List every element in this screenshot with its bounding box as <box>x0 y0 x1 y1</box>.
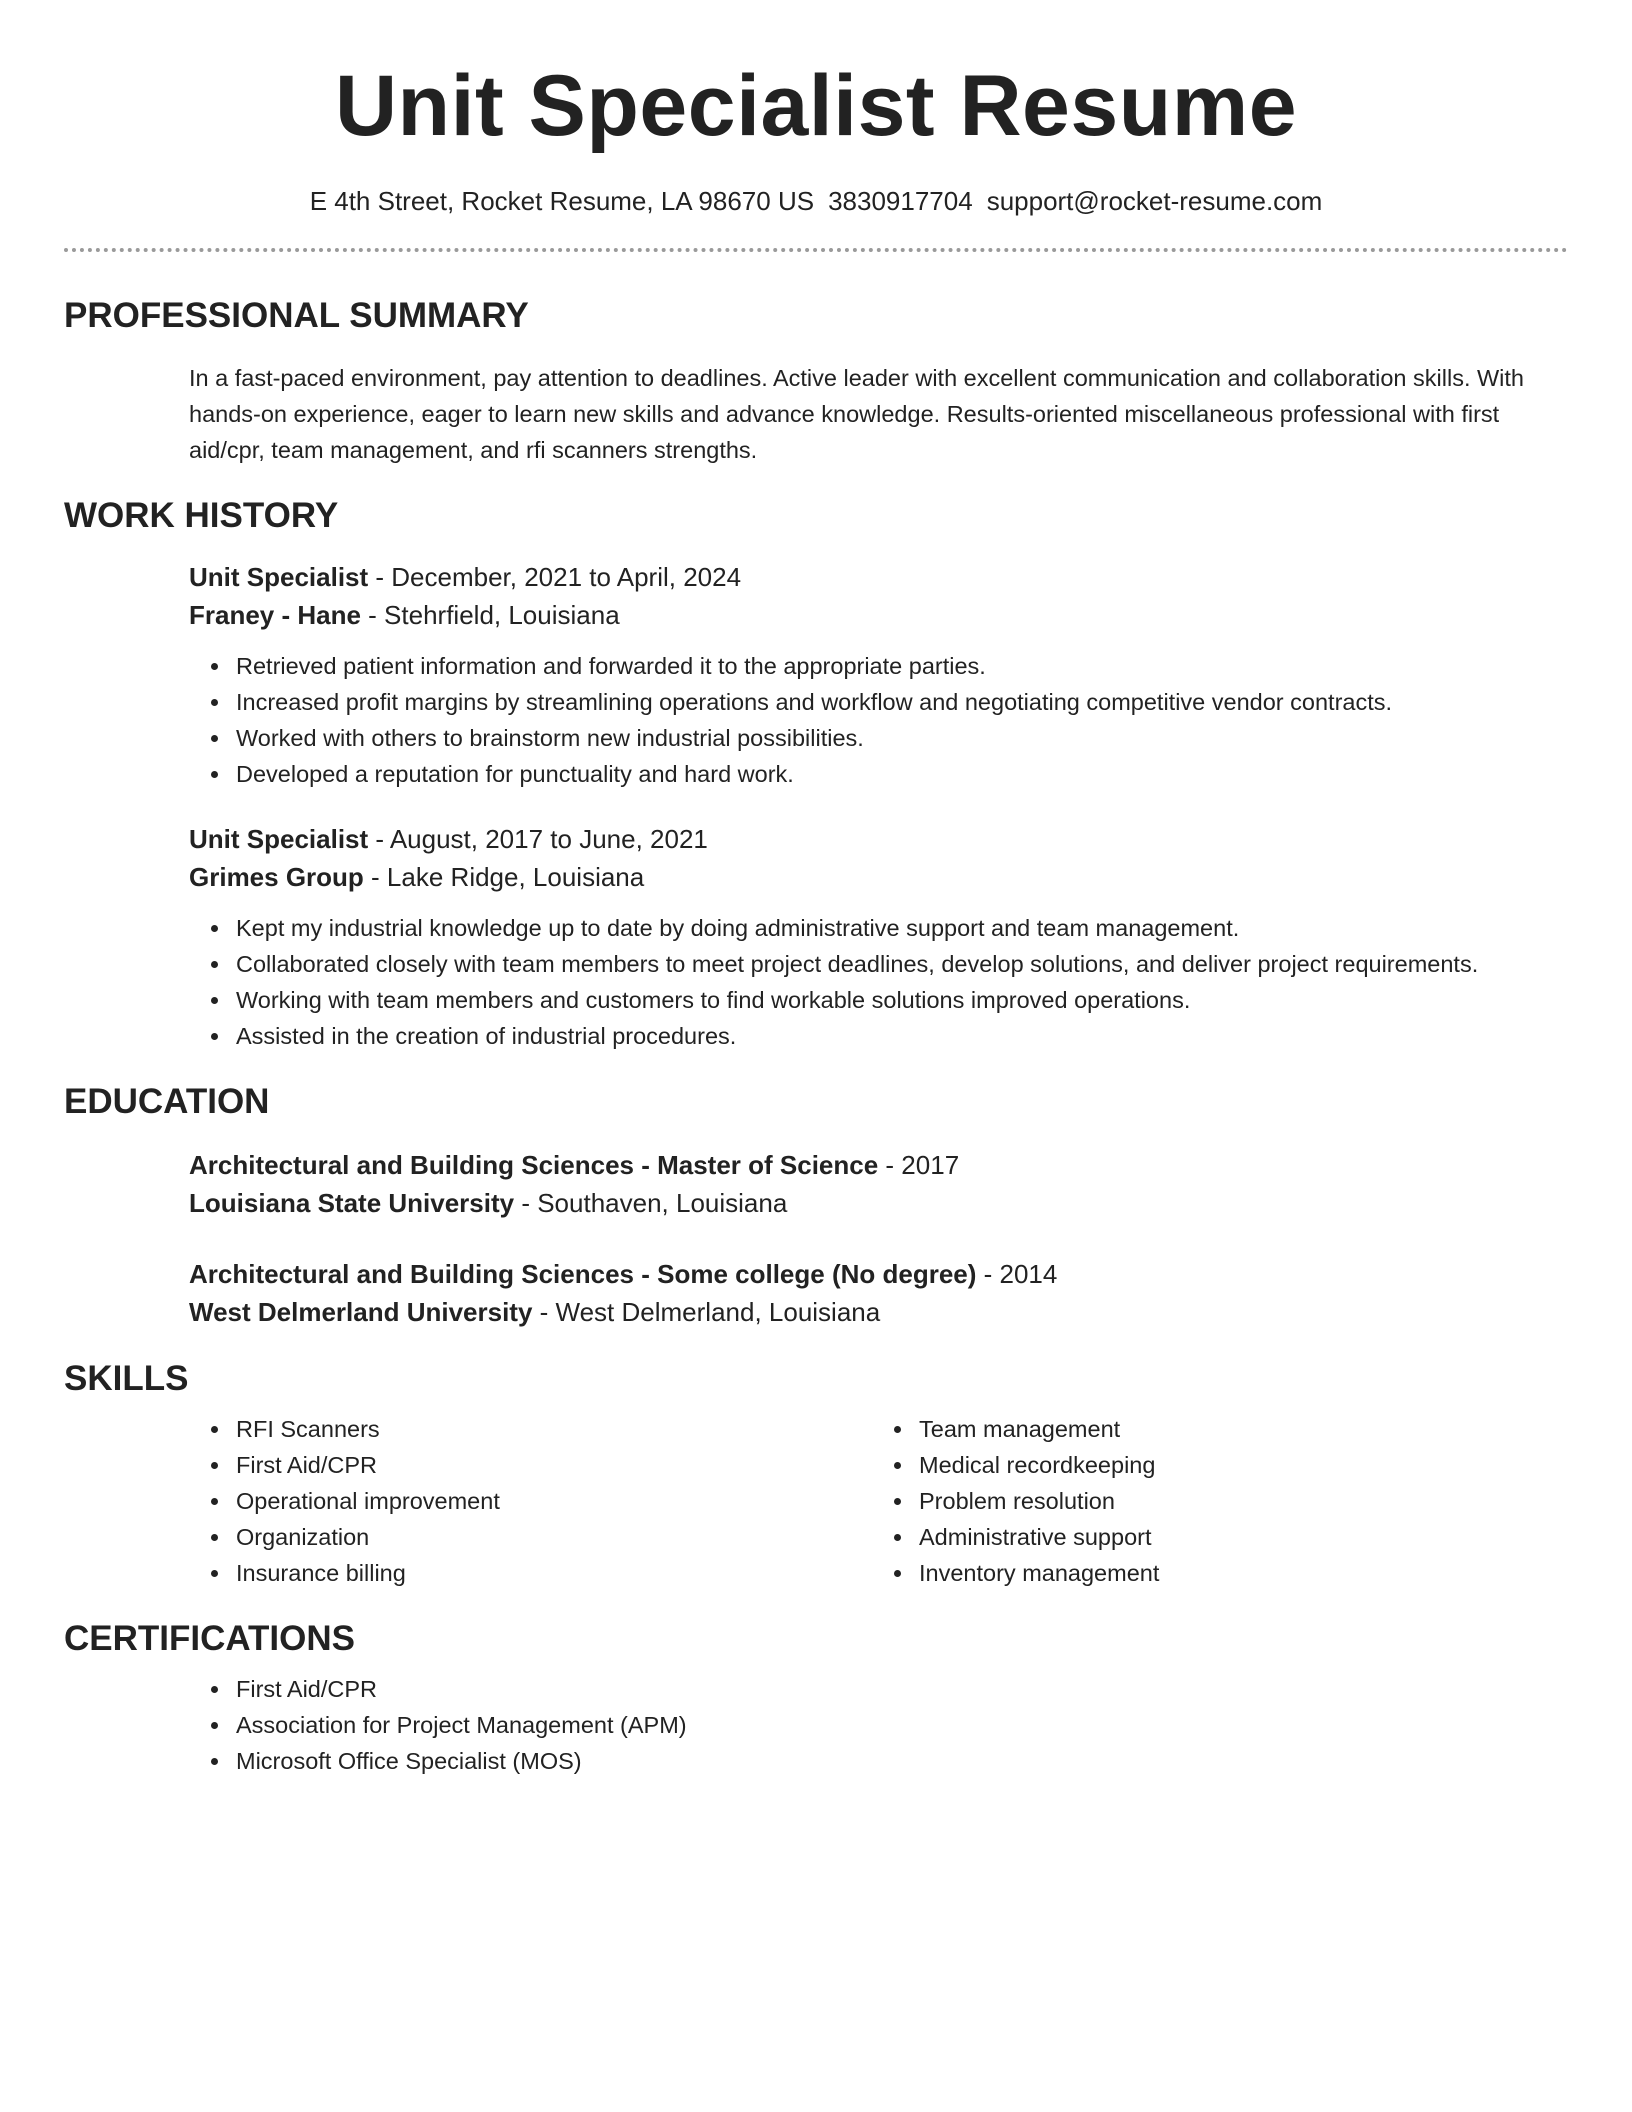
education-degree-line <box>189 1255 1568 1293</box>
contact-address: E 4th Street, Rocket Resume, LA 98670 US <box>309 186 815 216</box>
job-bullet: • Increased profit margins by streamlining operations and workflow and negotiating competitive vendor contracts. <box>232 684 1568 720</box>
job-title-line <box>189 820 1568 858</box>
education-degree-line <box>189 1146 1568 1184</box>
education-year: - 2014 <box>976 1259 1058 1289</box>
contact-email: support@rocket-resume.com <box>986 186 1323 216</box>
section-title-education: EDUCATION <box>64 1082 270 1121</box>
job-title-line <box>189 558 1568 596</box>
job-company-line <box>189 596 1568 634</box>
education-entry <box>189 1255 1568 1331</box>
job-role: Unit Specialist <box>189 562 369 592</box>
job-bullet: • Assisted in the creation of industrial procedures. <box>232 1018 1568 1054</box>
job-dates: - December, 2021 to April, 2024 <box>368 562 742 592</box>
job-bullet: • Collaborated closely with team members to meet project deadlines, develop solutions, and deliver project requirements. <box>232 946 1568 982</box>
section-title-summary: PROFESSIONAL SUMMARY <box>64 296 529 335</box>
certifications-list <box>64 1671 1568 1779</box>
resume-title: Unit Specialist Resume <box>334 58 1298 154</box>
education-school-line <box>189 1293 1568 1331</box>
job-bullet: • Developed a reputation for punctuality and hard work. <box>232 756 1568 792</box>
job-location: - Stehrfield, Louisiana <box>360 600 620 630</box>
education-location: - West Delmerland, Louisiana <box>532 1297 881 1327</box>
skill-item: • RFI Scanners <box>232 1411 912 1447</box>
skill-item: • Operational improvement <box>232 1483 912 1519</box>
job-bullets <box>64 910 1568 1054</box>
job-bullets <box>64 648 1568 792</box>
job-bullet: • Worked with others to brainstorm new industrial possibilities. <box>232 720 1568 756</box>
certification-item: • Association for Project Management (APM) <box>232 1707 1568 1743</box>
skill-item: • Administrative support <box>915 1519 1515 1555</box>
job-bullet: • Retrieved patient information and forwarded it to the appropriate parties. <box>232 648 1568 684</box>
skill-item: • Organization <box>232 1519 912 1555</box>
skill-item: • Problem resolution <box>915 1483 1515 1519</box>
contact-phone: 3830917704 <box>828 186 973 216</box>
skill-item: • Medical recordkeeping <box>915 1447 1515 1483</box>
skills-list-right <box>912 1411 1515 1591</box>
certification-item: • First Aid/CPR <box>232 1671 1568 1707</box>
skill-item: • Team management <box>915 1411 1515 1447</box>
education-location: - Southaven, Louisiana <box>514 1188 788 1218</box>
skills-columns <box>64 1411 1568 1591</box>
education-entry <box>189 1146 1568 1222</box>
education-degree: Architectural and Building Sciences - Some college (No degree) <box>189 1259 977 1289</box>
job-entry <box>189 558 1568 634</box>
education-school-line <box>189 1184 1568 1222</box>
job-role: Unit Specialist <box>189 824 369 854</box>
contact-line <box>64 184 1568 218</box>
summary-text: In a fast-paced environment, pay attention to deadlines. Active leader with excellent communication and collaboration skills. With hands-on experience, eager to learn new skills and advance knowledge. Results-oriented miscellaneous professional with first aid/cpr, team management, and rfi scanners strengths. <box>189 365 1525 463</box>
job-company: Grimes Group <box>189 862 364 892</box>
education-school: West Delmerland University <box>189 1297 533 1327</box>
job-location: - Lake Ridge, Louisiana <box>363 862 645 892</box>
education-year: - 2017 <box>878 1150 960 1180</box>
header-divider <box>64 248 1568 252</box>
skill-item: • First Aid/CPR <box>232 1447 912 1483</box>
skill-item: • Insurance billing <box>232 1555 912 1591</box>
skills-list-left <box>64 1411 912 1591</box>
skill-item: • Inventory management <box>915 1555 1515 1591</box>
job-company-line <box>189 858 1568 896</box>
section-title-skills: SKILLS <box>64 1359 189 1398</box>
education-degree: Architectural and Building Sciences - Master of Science <box>189 1150 879 1180</box>
job-bullet: • Working with team members and customers to find workable solutions improved operations. <box>232 982 1568 1018</box>
job-bullet: • Kept my industrial knowledge up to date by doing administrative support and team management. <box>232 910 1568 946</box>
education-school: Louisiana State University <box>189 1188 515 1218</box>
section-title-certifications: CERTIFICATIONS <box>64 1619 356 1658</box>
section-title-work-history: WORK HISTORY <box>64 496 339 535</box>
certification-item: • Microsoft Office Specialist (MOS) <box>232 1743 1568 1779</box>
job-dates: - August, 2017 to June, 2021 <box>368 824 708 854</box>
job-company: Franey - Hane <box>189 600 361 630</box>
job-entry <box>189 820 1568 896</box>
